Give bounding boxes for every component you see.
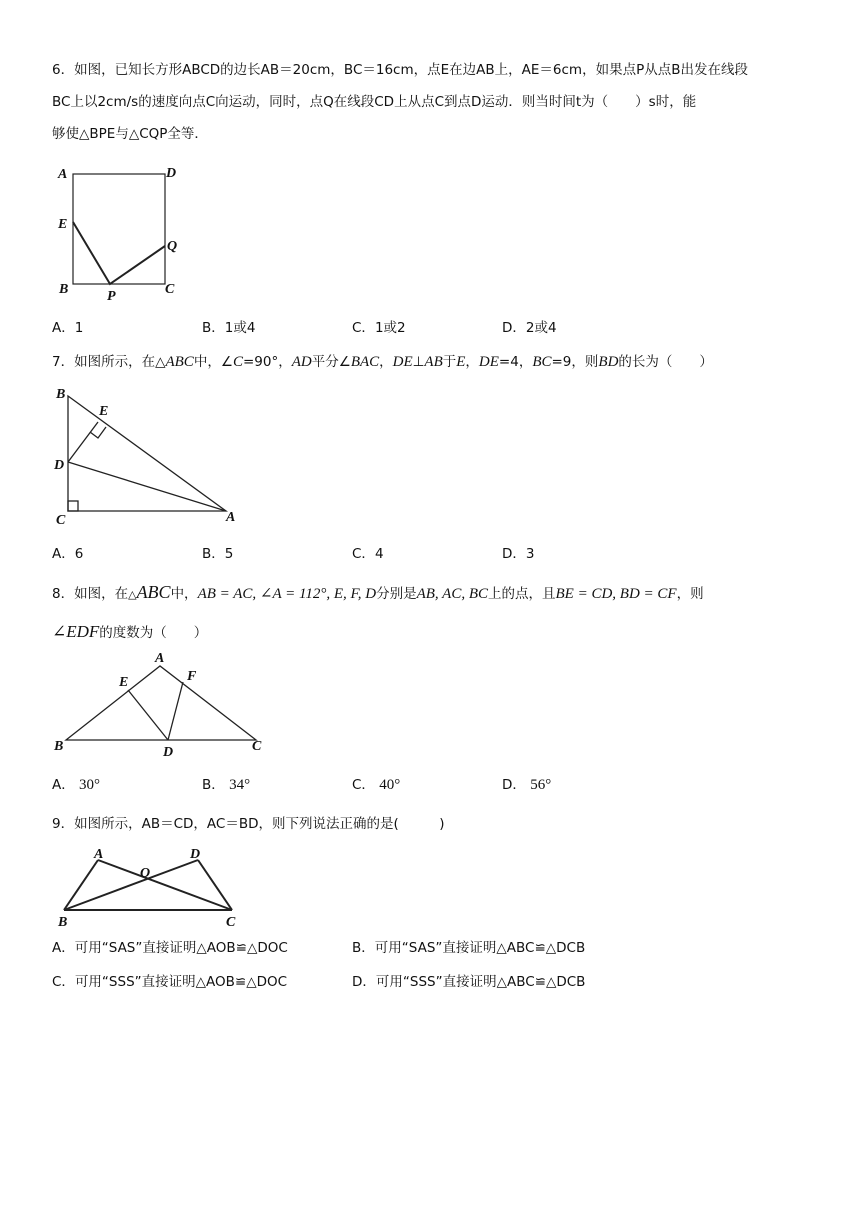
q9-option-a[interactable]: A．可用“SAS”直接证明△AOB≌△DOC <box>52 940 288 956</box>
q6-label-e: E <box>58 217 68 232</box>
q7-label-c: C <box>56 513 66 528</box>
q6-label-a: A <box>58 167 68 182</box>
q8-label-a: A <box>155 651 165 666</box>
q8-option-c[interactable]: C． 40° <box>352 777 401 793</box>
q8-label-d: D <box>163 745 174 760</box>
q6-label-b: B <box>59 282 69 297</box>
q6-option-d[interactable]: D．2或4 <box>502 320 557 336</box>
q7-label-e: E <box>99 404 109 419</box>
q9-label-d: D <box>190 847 201 862</box>
q7-stem: 7．如图所示，在△ABC中，∠C=90°，AD平分∠BAC，DE⊥AB于E，DE=4，BC=9，则BD的长为（ ） <box>52 354 713 370</box>
q7-figure-triangle <box>52 384 252 530</box>
q7-option-c[interactable]: C．4 <box>352 546 384 562</box>
q7-label-a: A <box>226 510 236 525</box>
q8-figure-isosceles-triangle <box>52 650 272 760</box>
q6-label-q: Q <box>167 239 178 254</box>
q8-option-b[interactable]: B． 34° <box>202 777 251 793</box>
q6-stem-line3: 够使△BPE与△CQP全等． <box>52 126 208 142</box>
q8-label-e: E <box>119 675 129 690</box>
q6-option-b[interactable]: B．1或4 <box>202 320 256 336</box>
q6-option-a[interactable]: A．1 <box>52 320 84 336</box>
q6-stem-line2: BC上以2cm/s的速度向点C向运动，同时，点Q在线段CD上从点C到点D运动．则当时间t为（ ）s时，能 <box>52 94 697 110</box>
q8-label-f: F <box>187 669 197 684</box>
q6-label-c: C <box>165 282 175 297</box>
q8-stem-line2: ∠EDF的度数为（ ） <box>52 622 208 641</box>
q8-option-d[interactable]: D． 56° <box>502 777 552 793</box>
q7-option-a[interactable]: A．6 <box>52 546 84 562</box>
q7-label-d: D <box>54 458 65 473</box>
q9-label-a: A <box>94 847 104 862</box>
q9-label-c: C <box>226 915 236 930</box>
q6-label-d: D <box>166 166 177 181</box>
q6-label-p: P <box>107 289 116 304</box>
q9-label-b: B <box>58 915 68 930</box>
q8-label-b: B <box>54 739 64 754</box>
q7-option-d[interactable]: D．3 <box>502 546 535 562</box>
q9-figure-crossed-triangles <box>52 842 272 936</box>
q9-option-d[interactable]: D．可用“SSS”直接证明△ABC≌△DCB <box>352 974 586 990</box>
q8-option-a[interactable]: A． 30° <box>52 777 101 793</box>
q6-option-c[interactable]: C．1或2 <box>352 320 406 336</box>
q6-figure-rectangle <box>52 158 192 306</box>
q9-label-o: O <box>140 866 151 881</box>
q9-option-b[interactable]: B．可用“SAS”直接证明△ABC≌△DCB <box>352 940 586 956</box>
q6-stem-line1: 6．如图，已知长方形ABCD的边长AB＝20cm，BC＝16cm，点E在边AB上，AE＝6cm，如果点P从点B出发在线段 <box>52 62 748 78</box>
q7-label-b: B <box>56 387 66 402</box>
q8-label-c: C <box>252 739 262 754</box>
q7-option-b[interactable]: B．5 <box>202 546 234 562</box>
q9-stem: 9．如图所示，AB＝CD，AC＝BD，则下列说法正确的是( ) <box>52 816 445 832</box>
q8-stem-line1: 8．如图，在△ABC中，AB = AC, ∠A = 112°, E, F, D分别是AB, AC, BC上的点，且BE = CD, BD = CF，则 <box>52 582 704 602</box>
q9-option-c[interactable]: C．可用“SSS”直接证明△AOB≌△DOC <box>52 974 288 990</box>
